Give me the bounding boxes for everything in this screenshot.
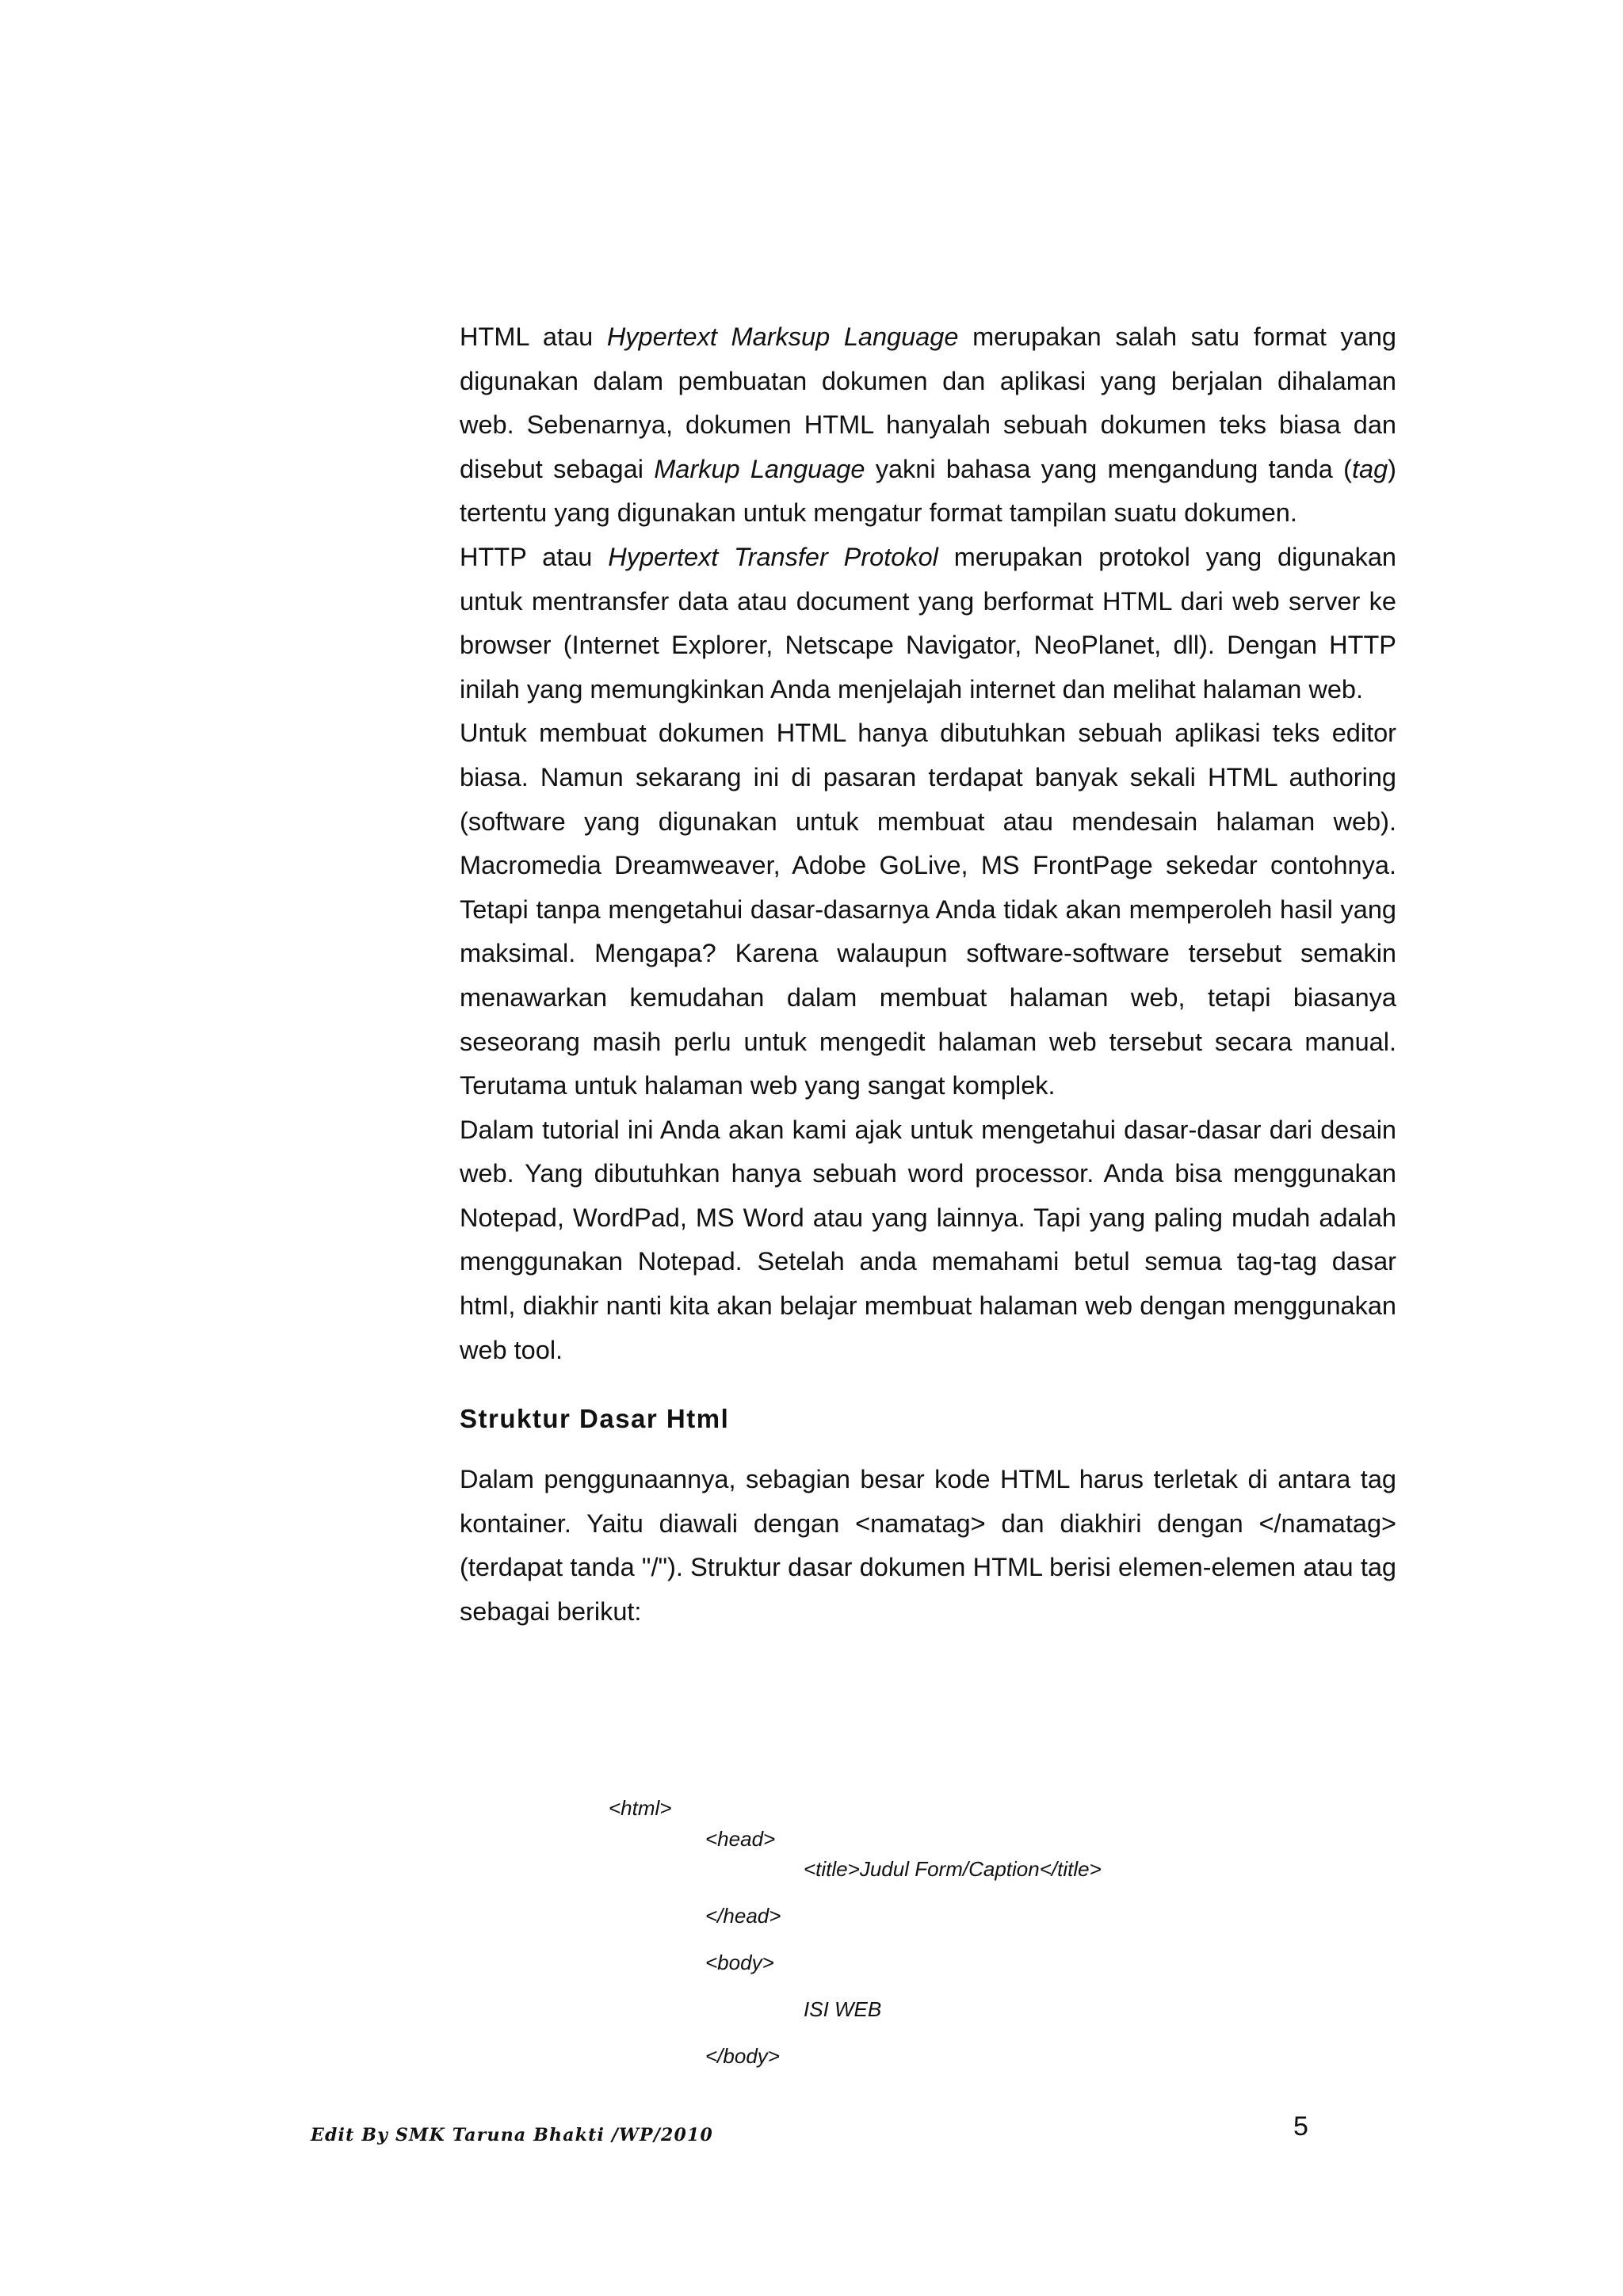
code-head-open: <head>	[705, 1827, 776, 1851]
footer-credit: Edit By SMK Taruna Bhakti /WP/2010	[311, 2125, 714, 2145]
p1-text-g: ) tertentu yang digunakan untuk mengatur format tampilan suatu dokumen.	[460, 454, 1396, 528]
p1-term-hypertext-markup: Hypertext Marksup Language	[606, 322, 959, 351]
p2-text-a: HTTP atau	[460, 542, 609, 571]
code-html-open: <html>	[609, 1796, 672, 1820]
p1-text-e: yakni bahasa yang mengandung tanda (	[865, 454, 1352, 483]
code-body-content: ISI WEB	[804, 1997, 882, 2021]
p2-term-hypertext-transfer: Hypertext Transfer Protokol	[608, 542, 938, 571]
p1-term-markup-language: Markup Language	[654, 454, 865, 483]
paragraph-html-authoring: Untuk membuat dokumen HTML hanya dibutuhkan sebuah aplikasi teks editor biasa. Namun sekarang ini di pasaran terdapat banyak sekali HTML authoring (software yang digunakan untuk membuat atau mendesain halaman web). Macromedia Dreamweaver, Adobe GoLive, MS FrontPage sekedar contohnya. Tetapi tanpa mengetahui dasar-dasarnya Anda tidak akan memperoleh hasil yang maksimal. Mengapa? Karena walaupun software-software tersebut semakin menawarkan kemudahan dalam membuat halaman web, tetapi biasanya seseorang masih perlu untuk mengedit halaman web tersebut secara manual. Terutama untuk halaman web yang sangat komplek.	[460, 719, 1396, 1100]
paragraph-tutorial-intro: Dalam tutorial ini Anda akan kami ajak untuk mengetahui dasar-dasar dari desain web. Yang dibutuhkan hanya sebuah word processor. Anda bisa menggunakan Notepad, WordPad, MS Word atau yang lainnya. Tapi yang paling mudah adalah menggunakan Notepad. Setelah anda memahami betul semua tag-tag dasar html, diakhir nanti kita akan belajar membuat halaman web dengan menggunakan web tool.	[460, 1115, 1396, 1364]
code-body-close: </body>	[705, 2044, 780, 2068]
p1-text-a: HTML atau	[460, 322, 607, 351]
code-body-open: <body>	[705, 1951, 774, 1974]
document-body	[460, 315, 1396, 1634]
paragraph-html-definition	[460, 315, 1396, 536]
section-heading: Struktur Dasar Html	[460, 1404, 730, 1434]
p2-text-c: merupakan protokol yang digunakan untuk mentransfer data atau document yang berformat HTML dari web server ke browser (Internet Explorer, Netscape Navigator, NeoPlanet, dll). Dengan HTTP inilah yang memungkinkan Anda menjelajah internet dan melihat halaman web.	[460, 542, 1397, 704]
p1-term-tag: tag	[1351, 454, 1388, 483]
paragraph-structure-intro: Dalam penggunaannya, sebagian besar kode HTML harus terletak di antara tag kontainer. Yaitu diawali dengan <namatag> dan diakhiri dengan </namatag> (terdapat tanda "/"). Struktur dasar dokumen HTML berisi elemen-elemen atau tag sebagai berikut:	[460, 1465, 1396, 1627]
page-number: 5	[1293, 2111, 1308, 2142]
paragraph-http-definition	[460, 536, 1396, 711]
code-title-line: <title>Judul Form/Caption</title>	[804, 1857, 1102, 1881]
code-head-close: </head>	[705, 1904, 781, 1928]
p1-text-c: merupakan salah satu format yang digunakan dalam pembuatan dokumen dan aplikasi yang berjalan dihalaman web. Sebenarnya, dokumen HTML hanyalah sebuah dokumen teks biasa dan disebut sebagai	[460, 322, 1397, 483]
